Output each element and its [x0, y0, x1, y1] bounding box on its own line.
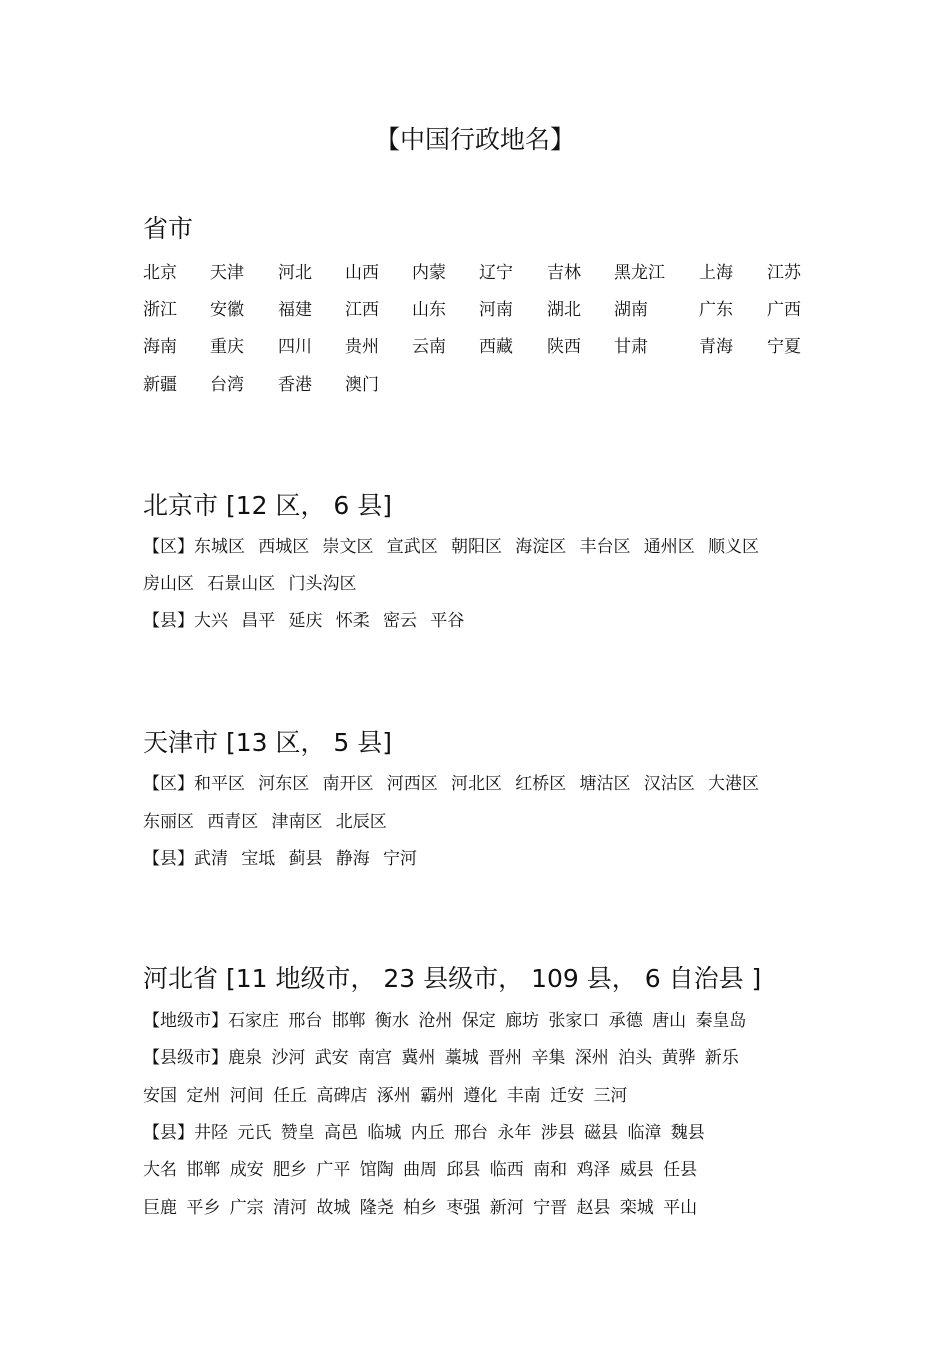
- place-name: 大兴: [194, 611, 228, 631]
- province-name: 江西: [345, 300, 379, 320]
- place-name: 三河: [593, 1086, 628, 1106]
- province-name: 四川: [278, 337, 312, 357]
- province-name: 浙江: [143, 300, 177, 320]
- place-name: 井陉: [194, 1123, 228, 1143]
- province-name: 河北: [278, 263, 312, 283]
- place-name: 房山区: [143, 574, 194, 594]
- section-heading-beijing: 北京市 [12 区， 6 县]: [143, 491, 393, 520]
- province-name: 内蒙: [412, 263, 446, 283]
- place-name: 张家口: [548, 1011, 600, 1031]
- province-name: 台湾: [210, 375, 244, 395]
- place-name: 蓟县: [288, 849, 323, 869]
- place-name: 巨鹿: [143, 1198, 177, 1218]
- province-name: 新疆: [143, 375, 177, 395]
- province-name: 陕西: [547, 337, 581, 357]
- entry-line: [143, 572, 357, 596]
- province-name: 宁夏: [767, 337, 801, 357]
- entry-line: [143, 609, 464, 633]
- place-name: 武安: [314, 1048, 349, 1068]
- province-name: 吉林: [547, 263, 581, 283]
- place-name: 东丽区: [143, 812, 194, 832]
- place-name: 邢台: [454, 1123, 489, 1143]
- place-name: 清河: [273, 1198, 308, 1218]
- place-name: 栾城: [619, 1198, 654, 1218]
- place-name: 昌平: [241, 611, 276, 631]
- place-name: 磁县: [584, 1123, 619, 1143]
- place-name: 宁晋: [533, 1198, 568, 1218]
- place-name: 河西区: [386, 774, 438, 794]
- place-name: 鹿泉: [228, 1048, 262, 1068]
- place-name: 安国: [143, 1086, 177, 1106]
- place-name: 怀柔: [335, 611, 370, 631]
- place-name: 河东区: [258, 774, 310, 794]
- place-name: 秦皇岛: [695, 1011, 747, 1031]
- place-name: 定州: [186, 1086, 221, 1106]
- section-heading-hebei: 河北省 [11 地级市， 23 县级市， 109 县， 6 自治县 ]: [143, 964, 762, 993]
- place-name: 柏乡: [403, 1198, 438, 1218]
- province-name: 青海: [699, 337, 733, 357]
- entry-line: [143, 1009, 746, 1033]
- document-title: 【中国行政地名】: [374, 125, 575, 154]
- place-name: 藁城: [444, 1048, 479, 1068]
- place-name: 任县: [663, 1160, 698, 1180]
- place-name: 门头沟区: [288, 574, 357, 594]
- place-name: 石景山区: [207, 574, 276, 594]
- place-name: 丰台区: [579, 537, 631, 557]
- place-name: 石家庄: [228, 1011, 279, 1031]
- category-tag: 【区】: [143, 537, 194, 557]
- place-name: 涉县: [540, 1123, 575, 1143]
- place-name: 平乡: [186, 1198, 221, 1218]
- section-heading-tianjin: 天津市 [13 区， 5 县]: [143, 728, 393, 757]
- place-name: 塘沽区: [579, 774, 631, 794]
- province-name: 黑龙江: [614, 263, 665, 283]
- place-name: 宣武区: [386, 537, 438, 557]
- place-name: 枣强: [446, 1198, 481, 1218]
- place-name: 唐山: [652, 1011, 687, 1031]
- province-name: 安徽: [210, 300, 244, 320]
- place-name: 东城区: [194, 537, 245, 557]
- entry-line: [143, 1084, 627, 1108]
- place-name: 和平区: [194, 774, 245, 794]
- province-name: 澳门: [345, 375, 379, 395]
- place-name: 红桥区: [515, 774, 567, 794]
- province-name: 辽宁: [479, 263, 513, 283]
- category-tag: 【县】: [143, 849, 194, 869]
- place-name: 宝坻: [241, 849, 276, 869]
- province-name: 上海: [699, 263, 733, 283]
- place-name: 衡水: [375, 1011, 410, 1031]
- place-name: 大名: [143, 1160, 177, 1180]
- place-name: 廊坊: [505, 1011, 540, 1031]
- place-name: 汉沽区: [643, 774, 695, 794]
- province-name: 山东: [412, 300, 446, 320]
- province-name: 福建: [278, 300, 312, 320]
- place-name: 南开区: [322, 774, 374, 794]
- place-name: 南宫: [358, 1048, 393, 1068]
- place-name: 武清: [194, 849, 228, 869]
- place-name: 顺义区: [708, 537, 759, 557]
- place-name: 临漳: [627, 1123, 662, 1143]
- place-name: 承德: [608, 1011, 643, 1031]
- province-name: 天津: [210, 263, 244, 283]
- place-name: 内丘: [410, 1123, 445, 1143]
- place-name: 广宗: [229, 1198, 264, 1218]
- entry-line: [143, 1196, 697, 1220]
- place-name: 邯郸: [186, 1160, 221, 1180]
- place-name: 遵化: [463, 1086, 498, 1106]
- province-name: 云南: [412, 337, 446, 357]
- place-name: 高邑: [324, 1123, 359, 1143]
- category-tag: 【县】: [143, 611, 194, 631]
- place-name: 广平: [316, 1160, 351, 1180]
- province-name: 西藏: [479, 337, 513, 357]
- place-name: 临城: [367, 1123, 402, 1143]
- place-name: 元氏: [237, 1123, 272, 1143]
- province-name: 湖南: [614, 300, 648, 320]
- place-name: 平山: [663, 1198, 698, 1218]
- place-name: 隆尧: [359, 1198, 394, 1218]
- entry-line: [143, 772, 759, 796]
- place-name: 通州区: [643, 537, 695, 557]
- place-name: 静海: [335, 849, 370, 869]
- place-name: 朝阳区: [451, 537, 502, 557]
- place-name: 北辰区: [335, 812, 387, 832]
- place-name: 延庆: [288, 611, 323, 631]
- place-name: 冀州: [401, 1048, 436, 1068]
- place-name: 平谷: [430, 611, 465, 631]
- place-name: 海淀区: [515, 537, 567, 557]
- entry-line: [143, 1158, 697, 1182]
- place-name: 曲周: [403, 1160, 438, 1180]
- entry-line: [143, 535, 759, 559]
- place-name: 河间: [229, 1086, 264, 1106]
- province-name: 广西: [767, 300, 801, 320]
- place-name: 新河: [489, 1198, 524, 1218]
- province-name: 湖北: [547, 300, 581, 320]
- place-name: 迁安: [550, 1086, 585, 1106]
- place-name: 泊头: [618, 1048, 653, 1068]
- place-name: 邯郸: [331, 1011, 366, 1031]
- place-name: 故城: [316, 1198, 351, 1218]
- provinces-heading: 省市: [143, 214, 194, 243]
- entry-line: [143, 847, 417, 871]
- province-name: 重庆: [210, 337, 244, 357]
- place-name: 津南区: [271, 812, 323, 832]
- place-name: 宁河: [383, 849, 417, 869]
- place-name: 密云: [383, 611, 417, 631]
- place-name: 永年: [497, 1123, 532, 1143]
- place-name: 辛集: [531, 1048, 566, 1068]
- place-name: 成安: [229, 1160, 264, 1180]
- place-name: 河北区: [451, 774, 502, 794]
- place-name: 新乐: [704, 1048, 739, 1068]
- category-tag: 【县】: [143, 1123, 194, 1143]
- place-name: 馆陶: [359, 1160, 394, 1180]
- place-name: 邢台: [288, 1011, 323, 1031]
- place-name: 深州: [574, 1048, 609, 1068]
- place-name: 南和: [533, 1160, 568, 1180]
- place-name: 霸州: [420, 1086, 455, 1106]
- entry-line: [143, 1121, 705, 1145]
- category-tag: 【地级市】: [143, 1011, 228, 1031]
- entry-line: [143, 1046, 739, 1070]
- place-name: 魏县: [670, 1123, 705, 1143]
- place-name: 赞皇: [280, 1123, 315, 1143]
- place-name: 丰南: [506, 1086, 541, 1106]
- province-name: 甘肃: [614, 337, 648, 357]
- place-name: 鸡泽: [576, 1160, 611, 1180]
- province-name: 海南: [143, 337, 177, 357]
- place-name: 临西: [489, 1160, 524, 1180]
- place-name: 保定: [461, 1011, 496, 1031]
- place-name: 肥乡: [273, 1160, 308, 1180]
- place-name: 邱县: [446, 1160, 481, 1180]
- place-name: 威县: [619, 1160, 654, 1180]
- place-name: 大港区: [708, 774, 759, 794]
- province-name: 北京: [143, 263, 177, 283]
- place-name: 任丘: [273, 1086, 308, 1106]
- place-name: 沙河: [271, 1048, 306, 1068]
- entry-line: [143, 810, 387, 834]
- place-name: 涿州: [376, 1086, 411, 1106]
- place-name: 赵县: [576, 1198, 611, 1218]
- province-name: 河南: [479, 300, 513, 320]
- province-name: 香港: [278, 375, 312, 395]
- province-name: 贵州: [345, 337, 379, 357]
- province-name: 江苏: [767, 263, 801, 283]
- category-tag: 【县级市】: [143, 1048, 228, 1068]
- place-name: 崇文区: [322, 537, 374, 557]
- province-name: 广东: [699, 300, 733, 320]
- category-tag: 【区】: [143, 774, 194, 794]
- place-name: 晋州: [488, 1048, 523, 1068]
- place-name: 高碑店: [316, 1086, 368, 1106]
- place-name: 黄骅: [661, 1048, 696, 1068]
- place-name: 西青区: [207, 812, 259, 832]
- province-name: 山西: [345, 263, 379, 283]
- place-name: 沧州: [418, 1011, 453, 1031]
- place-name: 西城区: [258, 537, 310, 557]
